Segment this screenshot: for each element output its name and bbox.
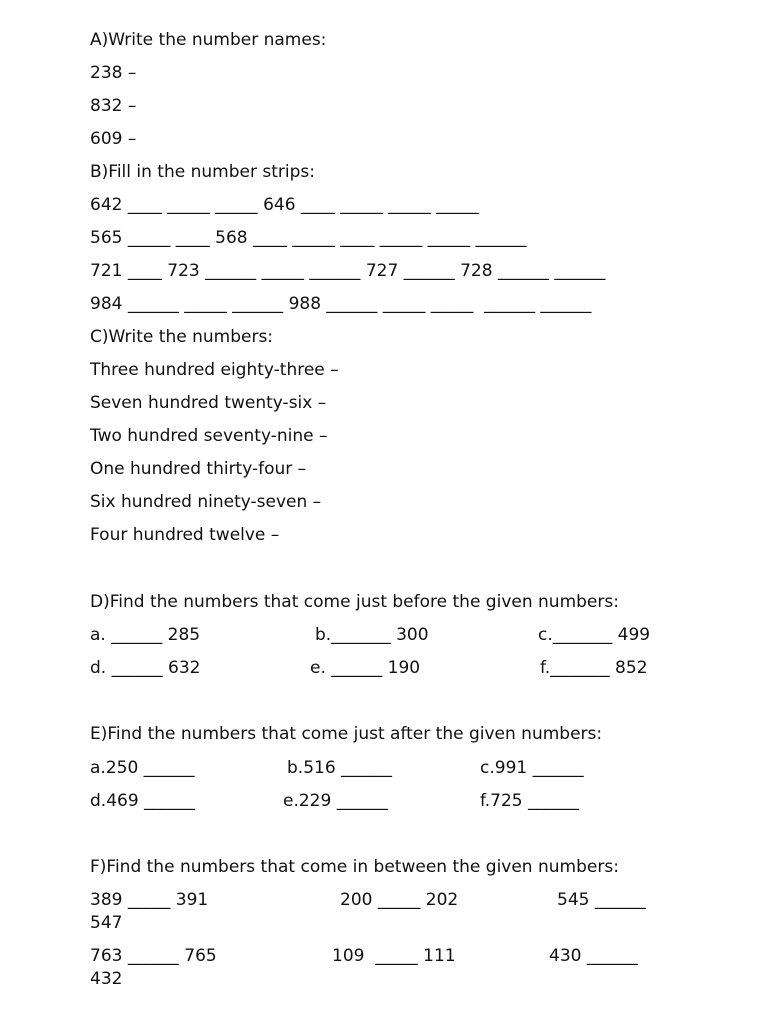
section-c-item: Three hundred eighty-three –: [90, 360, 339, 380]
section-b-heading: B)Fill in the number strips:: [90, 162, 315, 182]
section-d-item: d. ______ 632: [90, 658, 201, 678]
section-c-item: One hundred thirty-four –: [90, 459, 307, 479]
section-e-item: a.250 ______: [90, 758, 195, 778]
number-strip: 984 ______ _____ ______ 988 ______ _____ _____ ______ ______: [90, 294, 592, 314]
section-f-item-wrap: 432: [90, 969, 123, 989]
section-a-item: 609 –: [90, 129, 137, 149]
number-strip: 565 _____ ____ 568 ____ _____ ____ _____ _____ ______: [90, 228, 527, 248]
section-a-heading: A)Write the number names:: [90, 30, 327, 50]
section-c-item: Four hundred twelve –: [90, 525, 280, 545]
section-f-item: 389 _____ 391: [90, 890, 209, 910]
section-e-heading: E)Find the numbers that come just after the given numbers:: [90, 724, 603, 744]
section-e-item: b.516 ______: [287, 758, 393, 778]
section-f-item: 430 ______: [549, 946, 638, 966]
number-strip: 642 ____ _____ _____ 646 ____ _____ _____ _____: [90, 195, 479, 215]
number-strip: 721 ____ 723 ______ _____ ______ 727 ______ 728 ______ ______: [90, 261, 606, 281]
section-d-item: f._______ 852: [540, 658, 648, 678]
section-a-item: 238 –: [90, 63, 137, 83]
section-e-item: e.229 ______: [283, 791, 388, 811]
section-d-heading: D)Find the numbers that come just before the given numbers:: [90, 592, 619, 612]
section-f-item: 545 ______: [557, 890, 646, 910]
section-e-item: f.725 ______: [480, 791, 580, 811]
section-c-item: Seven hundred twenty-six –: [90, 393, 327, 413]
section-d-item: a. ______ 285: [90, 625, 201, 645]
section-f-item: 109 _____ 111: [332, 946, 456, 966]
section-f-item: 763 ______ 765: [90, 946, 217, 966]
section-f-heading: F)Find the numbers that come in between the given numbers:: [90, 857, 619, 877]
section-c-heading: C)Write the numbers:: [90, 327, 274, 347]
section-d-item: c._______ 499: [538, 625, 651, 645]
section-d-item: e. ______ 190: [310, 658, 421, 678]
section-a-item: 832 –: [90, 96, 137, 116]
section-f-item: 200 _____ 202: [340, 890, 459, 910]
section-e-item: c.991 ______: [480, 758, 584, 778]
section-d-item: b._______ 300: [315, 625, 429, 645]
section-f-item-wrap: 547: [90, 913, 123, 933]
section-e-item: d.469 ______: [90, 791, 196, 811]
section-c-item: Six hundred ninety-seven –: [90, 492, 322, 512]
section-c-item: Two hundred seventy-nine –: [90, 426, 328, 446]
